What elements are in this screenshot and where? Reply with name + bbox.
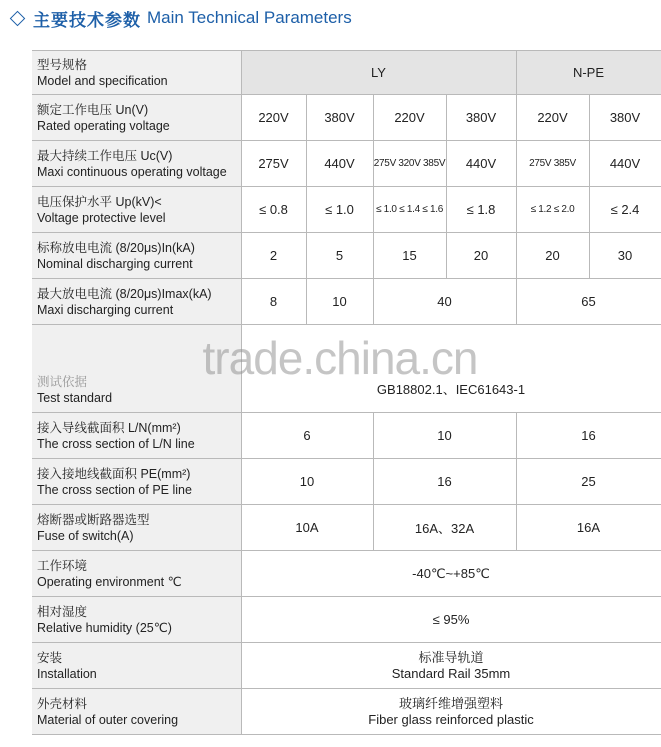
row-label: 相对湿度 Relative humidity (25℃) xyxy=(32,597,241,643)
table-cell: 10 xyxy=(306,279,373,325)
table-cell: GB18802.1、IEC61643-1 xyxy=(241,325,661,413)
table-cell: 65 xyxy=(516,279,661,325)
table-cell: 2 xyxy=(241,233,306,279)
row-label: 接入接地线截面积 PE(mm²) The cross section of PE line xyxy=(32,459,241,505)
table-cell: 380V xyxy=(306,95,373,141)
table-cell: ≤ 1.8 xyxy=(446,187,516,233)
table-cell: 440V xyxy=(446,141,516,187)
table-cell xyxy=(241,689,661,735)
table-cell: 40 xyxy=(373,279,516,325)
table-cell: 440V xyxy=(589,141,661,187)
row-label: 标称放电电流 (8/20μs)In(kA) Nominal discharging current xyxy=(32,233,241,279)
table-cell: 440V xyxy=(306,141,373,187)
table-row xyxy=(32,459,661,505)
row-label: 最大持续工作电压 Uc(V) Maxi continuous operating voltage xyxy=(32,141,241,187)
table-cell: 30 xyxy=(589,233,661,279)
table-cell: 16A xyxy=(516,505,661,551)
parameters-table xyxy=(32,50,661,735)
row-label: 电压保护水平 Up(kV)< Voltage protective level xyxy=(32,187,241,233)
table-row xyxy=(32,597,661,643)
table-cell: 16 xyxy=(373,459,516,505)
table-cell: -40℃~+85℃ xyxy=(241,551,661,597)
table-cell: ≤ 1.0 xyxy=(306,187,373,233)
table-cell xyxy=(241,643,661,689)
value-zh: 玻璃纤维增强塑料 xyxy=(398,695,503,711)
table-cell: 220V xyxy=(373,95,446,141)
value-zh: 标准导轨道 xyxy=(418,649,484,665)
row-label: 接入导线截面积 L/N(mm²) The cross section of L/N line xyxy=(32,413,241,459)
title-english: Main Technical Parameters xyxy=(147,8,352,27)
row-label: 测试依据 Test standard xyxy=(32,325,241,413)
table-row xyxy=(32,187,661,233)
table-row xyxy=(32,141,661,187)
table-cell: 6 xyxy=(241,413,373,459)
table-cell: 220V xyxy=(241,95,306,141)
diamond-icon xyxy=(10,10,26,26)
section-title xyxy=(8,6,352,30)
table-cell: 8 xyxy=(241,279,306,325)
table-cell: 275V 385V xyxy=(516,141,589,187)
table-row xyxy=(32,689,661,735)
table-cell: 275V xyxy=(241,141,306,187)
table-cell: ≤ 0.8 xyxy=(241,187,306,233)
row-label: 工作环境 Operating environment ℃ xyxy=(32,551,241,597)
table-cell: 25 xyxy=(516,459,661,505)
row-label: 型号规格 Model and specification xyxy=(32,51,241,95)
table-cell: ≤ 1.2 ≤ 2.0 xyxy=(516,187,589,233)
watermark: trade.china.cn xyxy=(202,332,478,384)
table-row xyxy=(32,413,661,459)
table-cell: ≤ 2.4 xyxy=(589,187,661,233)
table-row xyxy=(32,279,661,325)
row-label: 外壳材料 Material of outer covering xyxy=(32,689,241,735)
table-row xyxy=(32,95,661,141)
row-label: 安装 Installation xyxy=(32,643,241,689)
header-npe: N-PE xyxy=(516,51,661,95)
table-cell: 380V xyxy=(446,95,516,141)
table-cell: 10 xyxy=(241,459,373,505)
table-cell: 5 xyxy=(306,233,373,279)
table-cell: 10A xyxy=(241,505,373,551)
table-row xyxy=(32,551,661,597)
table-cell: 20 xyxy=(516,233,589,279)
table-cell: 275V 320V 385V xyxy=(373,141,446,187)
row-label: 熔断器或断路器选型 Fuse of switch(A) xyxy=(32,505,241,551)
table-cell: 16 xyxy=(516,413,661,459)
table-row xyxy=(32,505,661,551)
table-row xyxy=(32,233,661,279)
table-cell: 380V xyxy=(589,95,661,141)
table-cell: ≤ 1.0 ≤ 1.4 ≤ 1.6 xyxy=(373,187,446,233)
value-en: Fiber glass reinforced plastic xyxy=(368,711,534,727)
row-label: 最大放电电流 (8/20μs)Imax(kA) Maxi discharging current xyxy=(32,279,241,325)
table-row xyxy=(32,51,661,95)
table-cell: 16A、32A xyxy=(373,505,516,551)
title-chinese: 主要技术参数 xyxy=(33,10,141,30)
table-cell: 20 xyxy=(446,233,516,279)
table-row xyxy=(32,325,661,413)
table-cell: 10 xyxy=(373,413,516,459)
table-cell: ≤ 95% xyxy=(241,597,661,643)
table-cell: 15 xyxy=(373,233,446,279)
value-en: Standard Rail 35mm xyxy=(391,665,511,681)
row-label: 额定工作电压 Un(V) Rated operating voltage xyxy=(32,95,241,141)
table-row xyxy=(32,643,661,689)
table-cell: 220V xyxy=(516,95,589,141)
header-ly: LY xyxy=(241,51,516,95)
